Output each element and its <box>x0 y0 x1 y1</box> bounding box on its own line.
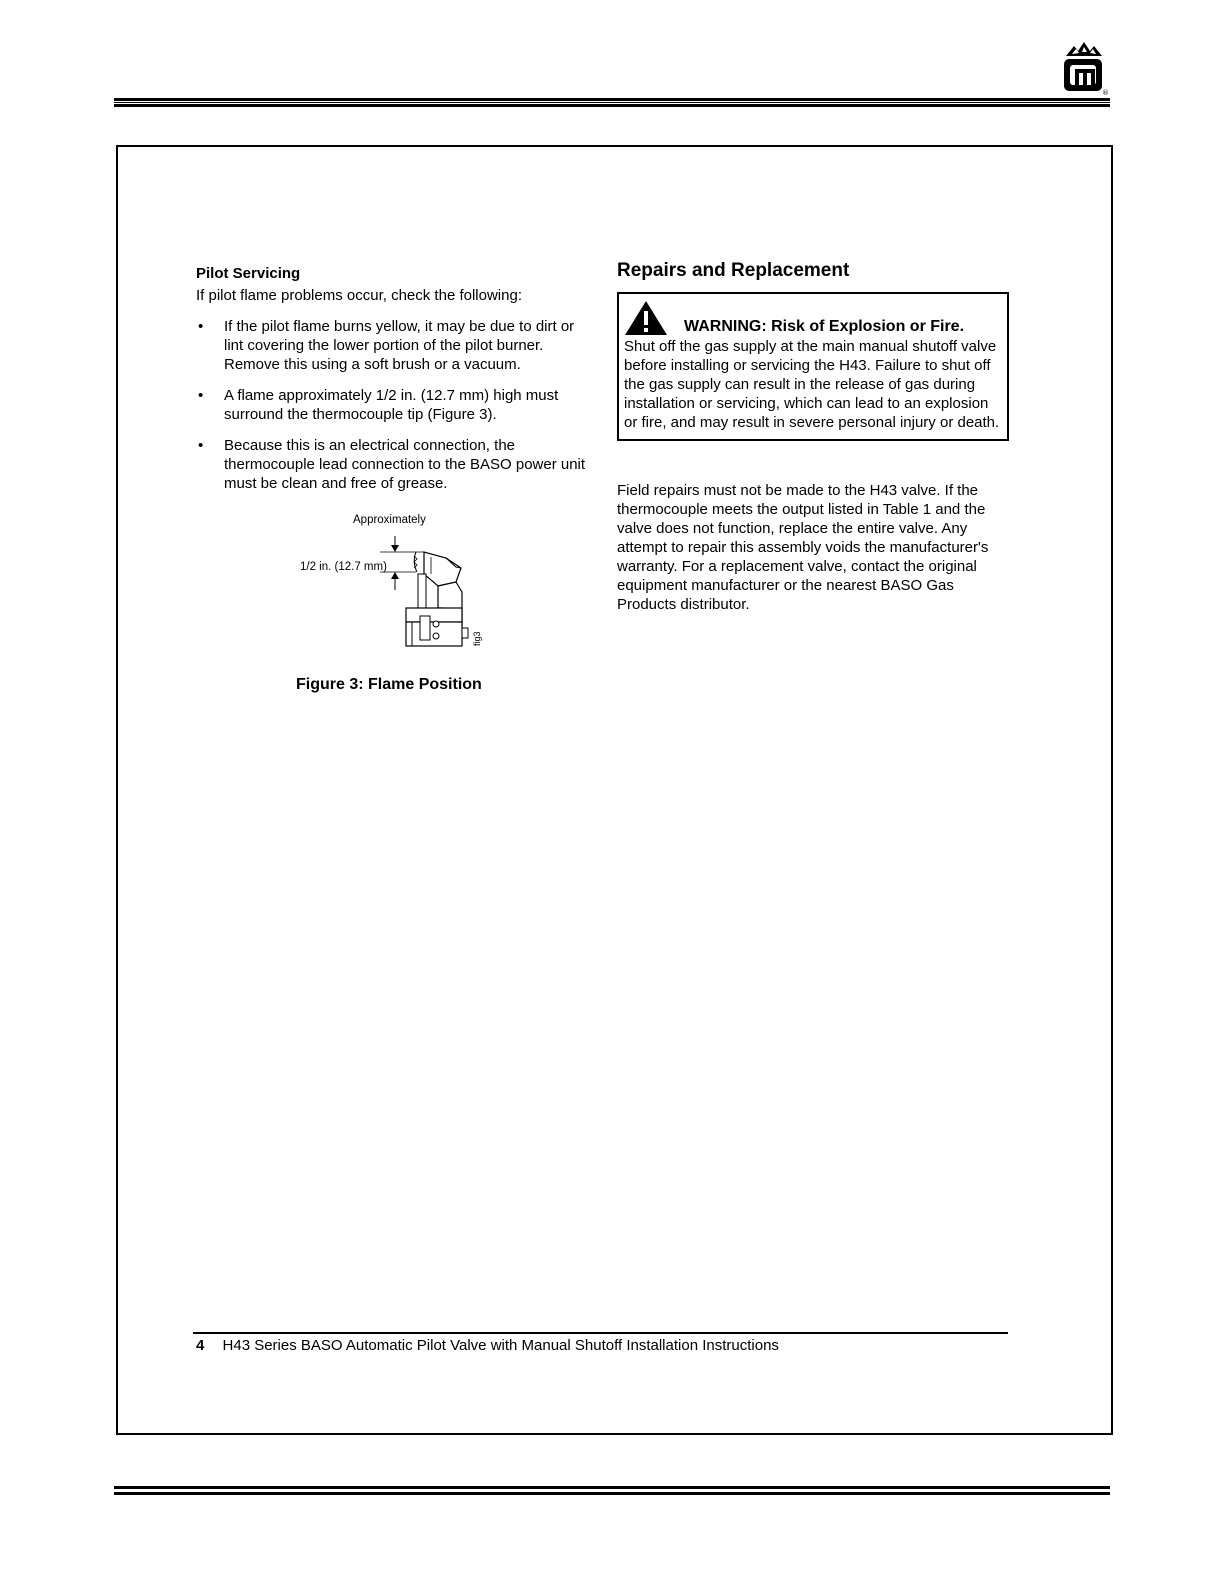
figure-caption: Figure 3: Flame Position <box>296 676 482 693</box>
repairs-heading: Repairs and Replacement <box>617 260 850 281</box>
pilot-servicing-section <box>196 264 596 505</box>
repairs-body-text: Field repairs must not be made to the H43 valve. If the thermocouple meets the output listed in Table 1 and the valve does not function, replace the entire valve. Any attempt to repair this assembly voids the manufacturer's warranty. For a replacement valve, contact the original equipment manufacturer or the nearest BASO Gas Products distributor. <box>617 482 989 613</box>
warning-title: WARNING: Risk of Explosion or Fire. <box>684 318 965 335</box>
page-number: 4 <box>196 1337 205 1354</box>
page-footer <box>196 1337 779 1354</box>
flame-position-figure <box>296 512 486 662</box>
bullet-glyph: • <box>198 437 204 454</box>
figure-label-approximately: Approximately <box>353 514 426 526</box>
bottom-rule <box>114 1486 1110 1495</box>
header-rule <box>114 98 1110 107</box>
footer-title: H43 Series BASO Automatic Pilot Valve with Manual Shutoff Installation Instructions <box>222 1337 779 1354</box>
list-item-text: A flame approximately 1/2 in. (12.7 mm) high must surround the thermocouple tip (Figure 3). <box>224 387 559 423</box>
list-item-text: Because this is an electrical connection, the thermocouple lead connection to the BASO power unit must be clean and free of grease. <box>224 437 586 492</box>
warning-box <box>617 292 1009 441</box>
bullet-glyph: • <box>198 387 204 404</box>
registered-mark: ® <box>1102 89 1109 97</box>
figure-id-label: fig3 <box>472 631 482 646</box>
footer-rule <box>193 1332 1008 1334</box>
pilot-checklist <box>196 317 596 493</box>
list-item-text: If the pilot flame burns yellow, it may be due to dirt or lint covering the lower portion of the pilot burner. Remove this using a soft brush or a vacuum. <box>224 318 575 373</box>
pilot-servicing-heading: Pilot Servicing <box>196 265 301 282</box>
repairs-section <box>617 261 1012 614</box>
bullet-glyph: • <box>198 318 204 335</box>
list-item <box>196 386 592 424</box>
figure-label-dimension: 1/2 in. (12.7 mm) <box>300 561 387 573</box>
warning-header <box>624 300 1001 336</box>
warning-body: Shut off the gas supply at the main manual shutoff valve before installing or servicing the H43. Failure to shut off the gas supply can result in the release of gas during installation or servicing, which can lead to an explosion or fire, and may result in severe personal injury or death. <box>624 338 1000 431</box>
company-logo-icon <box>1062 38 1109 97</box>
pilot-servicing-intro: If pilot flame problems occur, check the following: <box>196 287 522 304</box>
warning-triangle-icon <box>624 300 668 336</box>
list-item <box>196 436 592 493</box>
dimension-arrow-down <box>391 545 399 552</box>
list-item <box>196 317 592 374</box>
